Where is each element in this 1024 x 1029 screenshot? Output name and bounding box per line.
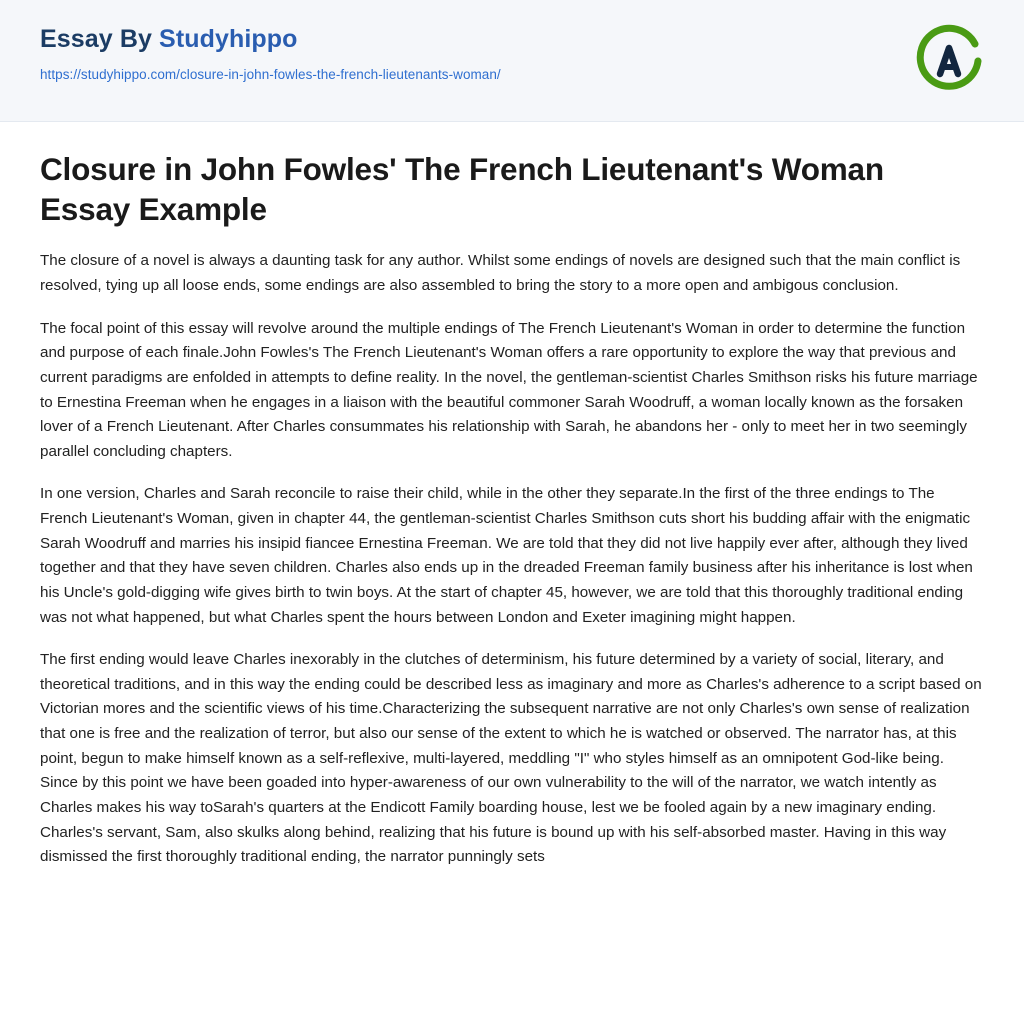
article-paragraph: The closure of a novel is always a daunting task for any author. Whilst some endings of novels are designed such that the main conflict is resolved, tying up all loose ends, some endings are also assembled to bring the story to a more open and ambigous conclusion. [40,252,961,294]
brand-secondary-text: Studyhippo [159,25,298,53]
article-body [0,122,1024,918]
site-brand [40,26,984,54]
studyhippo-logo-icon [912,24,986,98]
page-title: Closure in John Fowles' The French Lieutenant's Woman Essay Example [40,151,884,227]
article-paragraph: The focal point of this essay will revolve around the multiple endings of The French Lieutenant's Woman in order to determine the function and purpose of each finale.John Fowles's The French Lieutenant's Woman offers a rare opportunity to explore the way that previous and current paradigms are enfolded in attempts to define reality. In the novel, the gentleman-scientist Charles Smithson risks his future marriage to Ernestina Freeman when he engages in a liaison with the beautiful commoner Sarah Woodruff, a woman locally known as the forsaken lover of a French Lieutenant. After Charles consummates his relationship with Sarah, he abandons her - only to meet her in two seemingly parallel concluding chapters. [40,319,978,460]
article-paragraph: The first ending would leave Charles inexorably in the clutches of determinism, his future determined by a variety of social, literary, and theoretical traditions, and in this way the ending could be described less as imaginary and more as Charles's adherence to a script based on Victorian mores and the scientific views of his time.Characterizing the subsequent narrative are not only Charles's own sense of realization that one is free and the realization of terror, but also our sense of the extent to which he is watched or observed. The narrator has, at this point, begun to make himself known as a self-reflexive, multi-layered, meddling "I" who styles himself as an omnipotent God-like being. Since by this point we have been goaded into hyper-awareness of our own vulnerability to the will of the narrator, we watch intently as Charles makes his way toSarah's quarters at the Endicott Family boarding house, lest we be fooled again by a new imaginary ending. Charles's servant, Sam, also skulks along behind, realizing that his future is bound up with his self-absorbed master. Having in this way dismissed the first thoroughly traditional ending, the narrator punningly sets [40,651,982,866]
site-header [0,0,1024,122]
article-paragraph: In one version, Charles and Sarah reconcile to raise their child, while in the other they separate.In the first of the three endings to The French Lieutenant's Woman, given in chapter 44, the gentleman-scientist Charles Smithson cuts short his budding affair with the enigmatic Sarah Woodruff and marries his insipid fiancee Ernestina Freeman. We are told that they did not live happily ever after, although they lived together and that they have seven children. Charles also ends up in the dreaded Freeman family business after his inheritance is lost when his Uncle's gold-digging wife gives birth to twin boys. At the start of chapter 45, however, we are told that this thoroughly traditional ending was not what happened, but what Charles spent the hours between London and Exeter imagining might happen. [40,485,973,626]
brand-primary-text: Essay By [40,25,160,53]
source-url-link[interactable]: https://studyhippo.com/closure-in-john-fowles-the-french-lieutenants-woman/ [40,66,501,82]
